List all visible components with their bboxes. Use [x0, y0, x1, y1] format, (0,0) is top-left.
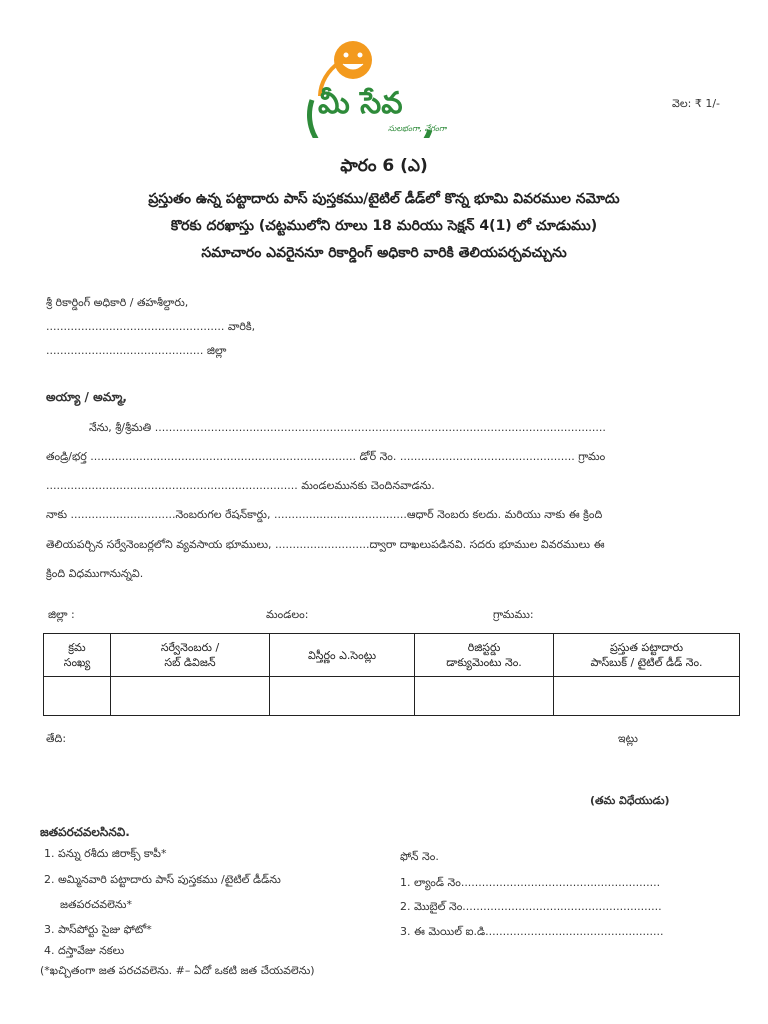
- closing-text: (తమ విధేయుడు): [590, 794, 670, 807]
- attachment-item-2: 2. అమ్మినవారి పట్టాదారు పాస్ పుస్తకము /టైటిల్ డీడ్‌ను: [44, 873, 281, 886]
- phone-mobile: 2. మొబైల్ నెం.........................................................: [400, 900, 662, 913]
- date-label: తేది:: [46, 732, 67, 745]
- attachment-item-1: 1. పన్ను రశీదు జిరాక్స్ కాపీ*: [44, 847, 167, 860]
- logo-text: మీ సేవ: [318, 86, 403, 121]
- body-line-3: ........................................................................ మండలమునకు చెందినవాడను.: [46, 479, 435, 492]
- body-line-6: క్రింది విధముగానున్నవి.: [46, 567, 144, 580]
- table-header-row: [44, 634, 740, 677]
- district-label: జిల్లా :: [48, 608, 75, 621]
- attachment-item-2-cont: జతపరచవలెను*: [60, 898, 132, 911]
- attachment-item-4: 4. దస్తావేజు నకలు: [44, 944, 125, 957]
- body-line-2: తండ్రి/భర్త ............................................................................ డోర్ నెం. .................................................. గ్రామం: [46, 450, 606, 463]
- body-line-5: తెలియపర్చిన సర్వేనెంబర్లలోని వ్యవసాయ భూములు, ...........................ద్వారా దాఖలుపడినవి. సదరు భూముల వివరములు ఈ: [46, 538, 605, 551]
- heading-line-1: ప్రస్తుతం ఉన్న పట్టాదారు పాస్ పుస్తకము/టైటిల్ డీడ్‌లో కొన్న భూమి వివరముల నమోదు: [148, 191, 620, 207]
- cell-current-pattadar[interactable]: [554, 677, 740, 716]
- header-extent: విస్తీర్ణం ఎ.సెంట్లు: [270, 634, 415, 677]
- salutation: అయ్యా / అమ్మా,: [46, 390, 127, 404]
- logo-tagline: సులభంగా, వేగంగా: [388, 124, 447, 133]
- address-line-3: ............................................. జిల్లా: [46, 344, 227, 357]
- attachments-title: జతపరచవలసినవి.: [40, 825, 130, 839]
- village-label: గ్రామము:: [493, 608, 534, 621]
- address-line-1: శ్రీ రికార్డింగ్ అధికారి / తహశీల్దారు,: [46, 296, 189, 309]
- attachment-item-3: 3. పాస్‌పోర్టు సైజు ఫోటో*: [44, 923, 152, 936]
- cell-survey-number[interactable]: [111, 677, 270, 716]
- header-registered-doc: రిజిస్టర్డు డాక్యుమెంటు నెం.: [415, 634, 554, 677]
- heading-line-3: సమాచారం ఎవరైననూ రికార్డింగ్ అధికారి వారికి తెలియపర్చవచ్చును: [201, 245, 567, 261]
- body-line-1: నేను, శ్రీ/శ్రీమతి .................................................................................................................................: [89, 421, 606, 434]
- header-survey-number: సర్వేనెంబరు / సబ్ డివిజన్: [111, 634, 270, 677]
- phone-landline: 1. ల్యాండ్ నెం.........................................................: [400, 876, 661, 889]
- land-details-table: [43, 633, 740, 716]
- mandal-label: మండలం:: [266, 608, 309, 621]
- phone-title: ఫోన్ నెం.: [400, 850, 439, 863]
- cell-registered-doc[interactable]: [415, 677, 554, 716]
- attachment-note: (*ఖచ్చితంగా జత పరచవలెను. #– ఏదో ఒకటి జత చేయవలెను): [40, 964, 315, 977]
- heading-line-2: కొరకు దరఖాస్తు (చట్టములోని రూలు 18 మరియు సెక్షన్ 4(1) లో చూడుము): [170, 218, 598, 234]
- address-line-2: ................................................... వారికి,: [46, 320, 256, 333]
- header-current-pattadar: ప్రస్తుత పట్టాదారు పాస్‌బుక్ / టైటిల్ డీడ్ నెం.: [554, 634, 740, 677]
- header-serial: క్రమ సంఖ్య: [44, 634, 111, 677]
- phone-email: 3. ఈ మెయిల్ ఐ.డి...................................................: [400, 925, 664, 938]
- sign-label: ఇట్లు: [618, 732, 638, 745]
- form-title: ఫారం 6 (ఎ): [340, 156, 428, 176]
- cell-extent[interactable]: [270, 677, 415, 716]
- mee-seva-logo: [300, 38, 470, 138]
- fee-label: వెల: ₹ 1/-: [672, 97, 720, 110]
- body-line-4: నాకు ..............................నెంబరుగల రేషన్‌కార్డు, ......................................ఆధార్ నెంబరు కలదు. మరియు నాకు ఈ క్రింది: [46, 508, 603, 521]
- cell-serial[interactable]: [44, 677, 111, 716]
- table-row: [44, 677, 740, 716]
